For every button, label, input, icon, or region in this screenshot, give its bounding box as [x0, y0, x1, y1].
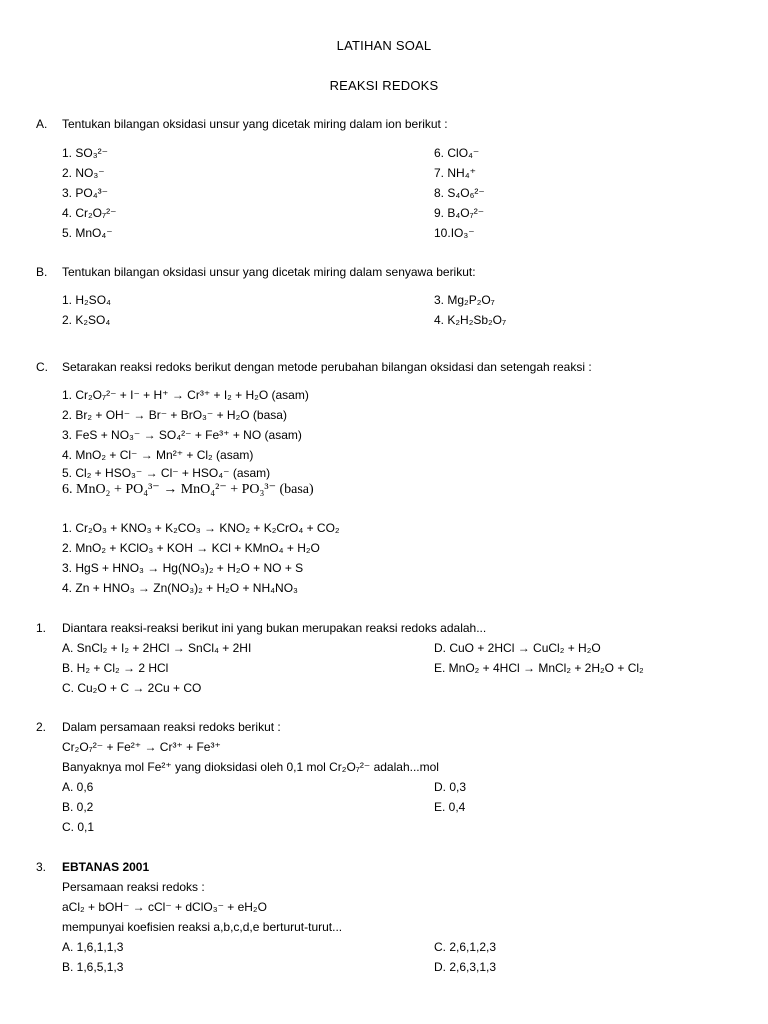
section-c-label: C.	[36, 360, 48, 374]
section-c-heading	[36, 360, 592, 374]
option-b: B. 1,6,5,1,3	[62, 960, 124, 974]
page-subtitle: REAKSI REDOKS	[329, 78, 439, 93]
list-item: 6. MnO₂ + PO₄³⁻ → MnO₄²⁻ + PO₃³⁻ (basa)	[62, 482, 314, 497]
list-item: 5. Cl₂ + HSO₃⁻ → Cl⁻ + HSO₄⁻ (asam)	[62, 466, 271, 480]
question-3-ask: mempunyai koefisien reaksi a,b,c,d,e berturut-turut...	[62, 920, 343, 934]
list-item: 1. Cr₂O₃ + KNO₃ + K₂CO₃ → KNO₂ + K₂CrO₄ + CO₂	[62, 521, 340, 535]
option-c: C. 2,6,1,2,3	[434, 940, 497, 954]
option-c: C. Cu₂O + C → 2Cu + CO	[62, 681, 202, 695]
list-item: 2. Br₂ + OH⁻ → Br⁻ + BrO₃⁻ + H₂O (basa)	[62, 408, 287, 422]
list-item: 10.IO₃⁻	[434, 226, 475, 240]
list-item: 5. MnO₄⁻	[62, 226, 113, 240]
list-item: 3. FeS + NO₃⁻ → SO₄²⁻ + Fe³⁺ + NO (asam)	[62, 428, 302, 442]
question-1: 1. Diantara reaksi-reaksi berikut ini yang bukan merupakan reaksi redoks adalah...	[36, 621, 487, 635]
section-c-instruction: Setarakan reaksi redoks berikut dengan metode perubahan bilangan oksidasi dan setengah reaksi :	[62, 360, 592, 374]
list-item: 8. S₄O₆²⁻	[434, 186, 485, 200]
option-b: B. H₂ + Cl₂ → 2 HCl	[62, 661, 169, 675]
section-a-label: A.	[36, 117, 48, 131]
option-e: E. MnO₂ + 4HCl → MnCl₂ + 2H₂O + Cl₂	[434, 661, 644, 675]
list-item: 3. HgS + HNO₃ → Hg(NO₃)₂ + H₂O + NO + S	[62, 561, 304, 575]
list-item: 2. NO₃⁻	[62, 166, 105, 180]
option-b: B. 0,2	[62, 800, 94, 814]
question-3-text: Persamaan reaksi redoks :	[62, 880, 205, 894]
option-c: C. 0,1	[62, 820, 95, 834]
section-a-heading	[36, 117, 448, 131]
question-2-equation: Cr₂O₇²⁻ + Fe²⁺ → Cr³⁺ + Fe³⁺	[62, 740, 221, 754]
option-e: E. 0,4	[434, 800, 466, 814]
list-item: 4. K₂H₂Sb₂O₇	[434, 313, 507, 327]
list-item: 3. Mg₂P₂O₇	[434, 293, 495, 307]
page-title: LATIHAN SOAL	[336, 38, 432, 53]
option-a: A. SnCl₂ + I₂ + 2HCl → SnCl₄ + 2HI	[62, 641, 252, 655]
list-item: 3. PO₄³⁻	[62, 186, 108, 200]
section-b-label: B.	[36, 265, 48, 279]
list-item: 4. Cr₂O₇²⁻	[62, 206, 117, 220]
list-item: 4. Zn + HNO₃ → Zn(NO₃)₂ + H₂O + NH₄NO₃	[62, 581, 298, 595]
question-3-equation: aCl₂ + bOH⁻ → cCl⁻ + dClO₃⁻ + eH₂O	[62, 900, 267, 914]
section-a-instruction: Tentukan bilangan oksidasi unsur yang dicetak miring dalam ion berikut :	[62, 117, 448, 131]
option-d: D. 2,6,3,1,3	[434, 960, 497, 974]
option-a: A. 1,6,1,1,3	[62, 940, 124, 954]
question-3: 3. EBTANAS 2001	[36, 860, 150, 874]
question-2: 2. Dalam persamaan reaksi redoks berikut :	[36, 720, 281, 734]
list-item: 2. K₂SO₄	[62, 313, 111, 327]
list-item: 6. ClO₄⁻	[434, 146, 480, 160]
list-item: 1. H₂SO₄	[62, 293, 111, 307]
option-d: D. CuO + 2HCl → CuCl₂ + H₂O	[434, 641, 601, 655]
list-item: 1. SO₃²⁻	[62, 146, 108, 160]
option-d: D. 0,3	[434, 780, 467, 794]
option-a: A. 0,6	[62, 780, 94, 794]
question-2-ask: Banyaknya mol Fe²⁺ yang dioksidasi oleh 0,1 mol Cr₂O₇²⁻ adalah...mol	[62, 760, 439, 774]
section-b-heading	[36, 265, 476, 279]
list-item: 2. MnO₂ + KClO₃ + KOH → KCl + KMnO₄ + H₂O	[62, 541, 320, 555]
list-item: 7. NH₄⁺	[434, 166, 476, 180]
section-b-instruction: Tentukan bilangan oksidasi unsur yang dicetak miring dalam senyawa berikut:	[62, 265, 476, 279]
list-item: 4. MnO₂ + Cl⁻ → Mn²⁺ + Cl₂ (asam)	[62, 448, 254, 462]
list-item: 9. B₄O₇²⁻	[434, 206, 485, 220]
list-item: 1. Cr₂O₇²⁻ + I⁻ + H⁺ → Cr³⁺ + I₂ + H₂O (asam)	[62, 388, 309, 402]
